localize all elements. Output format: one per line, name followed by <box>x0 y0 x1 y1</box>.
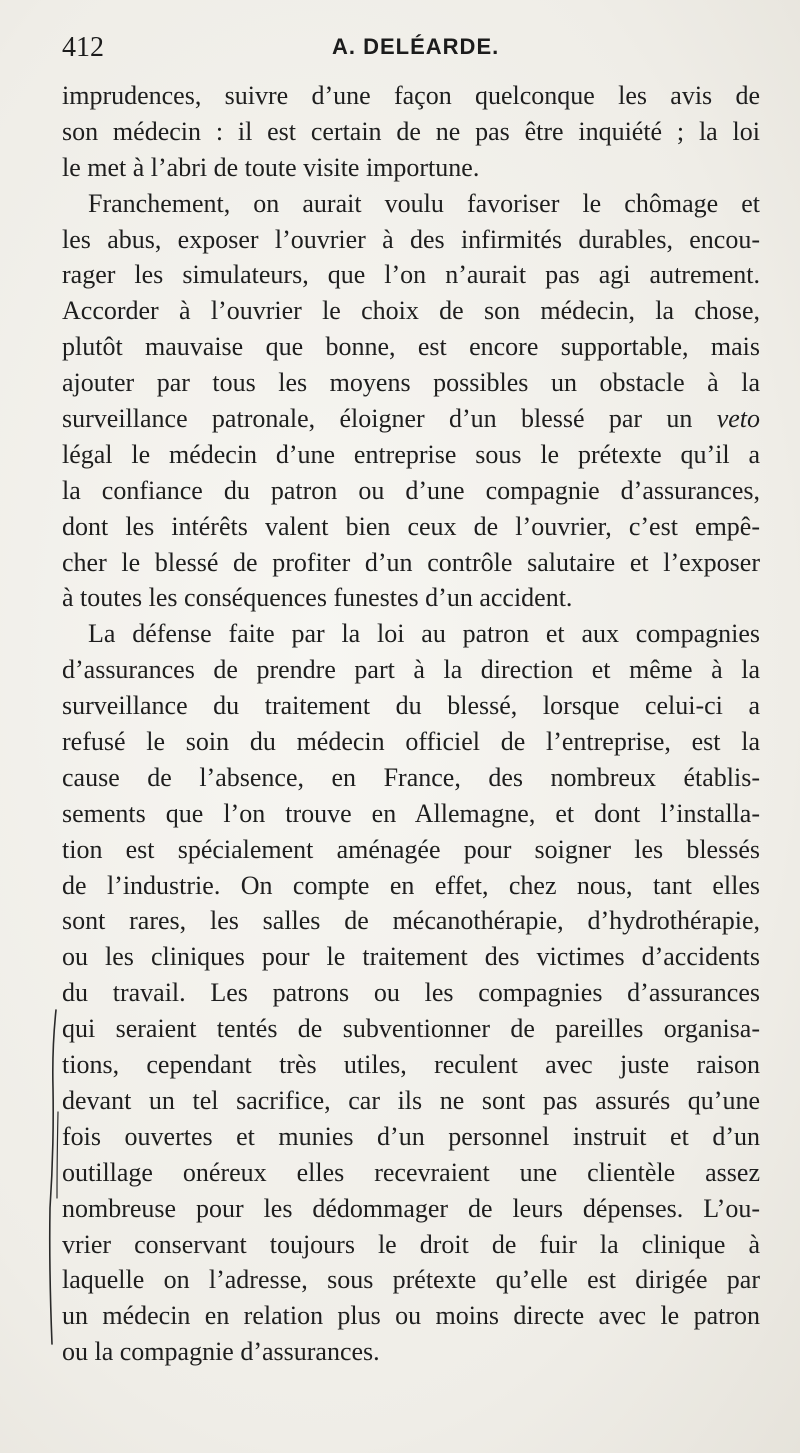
text-line: ou les cliniques pour le traitement des victimes d’accidents <box>62 942 760 972</box>
text-line: laquelle on l’adresse, sous prétexte qu’elle est dirigée par <box>62 1265 760 1295</box>
text-line: fois ouvertes et munies d’un personnel instruit et d’un <box>62 1121 760 1151</box>
text-line: devant un tel sacrifice, car ils ne sont pas assurés qu’une <box>62 1085 760 1115</box>
text-line: les abus, exposer l’ouvrier à des infirmités durables, encou- <box>62 224 760 254</box>
body-text <box>62 78 760 1370</box>
handwritten-margin-line <box>46 1008 60 1348</box>
page-number: 412 <box>62 32 104 63</box>
text-line: cher le blessé de profiter d’un contrôle salutaire et l’exposer <box>62 547 760 577</box>
text-segment: surveillance patronale, éloigner d’un blessé par un <box>62 404 693 434</box>
text-line-with-italic <box>62 401 760 437</box>
text-line: plutôt mauvaise que bonne, est encore supportable, mais <box>62 332 760 362</box>
page-header <box>62 30 762 64</box>
text-line: ajouter par tous les moyens possibles un obstacle à la <box>62 368 760 398</box>
text-line: sements que l’on trouve en Allemagne, et dont l’installa- <box>62 798 760 828</box>
text-line: d’assurances de prendre part à la direction et même à la <box>62 655 760 685</box>
text-line: un médecin en relation plus ou moins directe avec le patron <box>62 1301 760 1331</box>
text-line: à toutes les conséquences funestes d’un accident. <box>62 583 573 613</box>
text-line: le met à l’abri de toute visite importune. <box>62 152 480 182</box>
text-line: imprudences, suivre d’une façon quelconque les avis de <box>62 81 760 110</box>
text-line: cause de l’absence, en France, des nombreux établis- <box>62 762 760 792</box>
italic-word: veto <box>716 404 760 434</box>
text-line: vrier conservant toujours le droit de fuir la clinique à <box>62 1229 760 1259</box>
text-line: ou la compagnie d’assurances. <box>62 1337 380 1367</box>
text-line: Accorder à l’ouvrier le choix de son médecin, la chose, <box>62 296 760 326</box>
text-line: refusé le soin du médecin officiel de l’entreprise, est la <box>62 727 760 757</box>
text-line: dont les intérêts valent bien ceux de l’ouvrier, c’est empê- <box>62 511 760 541</box>
text-line: du travail. Les patrons ou les compagnies d’assurances <box>62 978 760 1008</box>
text-line: rager les simulateurs, que l’on n’aurait pas agi autrement. <box>62 260 760 290</box>
running-head: A. DELÉARDE. <box>332 34 500 59</box>
text-line: de l’industrie. On compte en effet, chez nous, tant elles <box>62 870 760 900</box>
text-line: surveillance du traitement du blessé, lorsque celui-ci a <box>62 691 760 721</box>
text-line: sont rares, les salles de mécanothérapie, d’hydrothérapie, <box>62 906 760 936</box>
text-line: qui seraient tentés de subventionner de pareilles organisa- <box>62 1014 760 1044</box>
text-line: outillage onéreux elles recevraient une clientèle assez <box>62 1157 760 1187</box>
text-line: tion est spécialement aménagée pour soigner les blessés <box>62 834 760 864</box>
text-line: La défense faite par la loi au patron et aux compagnies <box>88 619 760 649</box>
text-line: Franchement, on aurait voulu favoriser le chômage et <box>88 188 760 218</box>
text-line: nombreuse pour les dédommager de leurs dépenses. L’ou- <box>62 1193 760 1223</box>
text-line: légal le médecin d’une entreprise sous le prétexte qu’il a <box>62 439 760 469</box>
text-line: tions, cependant très utiles, reculent avec juste raison <box>62 1050 760 1080</box>
text-line: son médecin : il est certain de ne pas être inquiété ; la loi <box>62 116 760 146</box>
text-line: la confiance du patron ou d’une compagnie d’assurances, <box>62 475 760 505</box>
